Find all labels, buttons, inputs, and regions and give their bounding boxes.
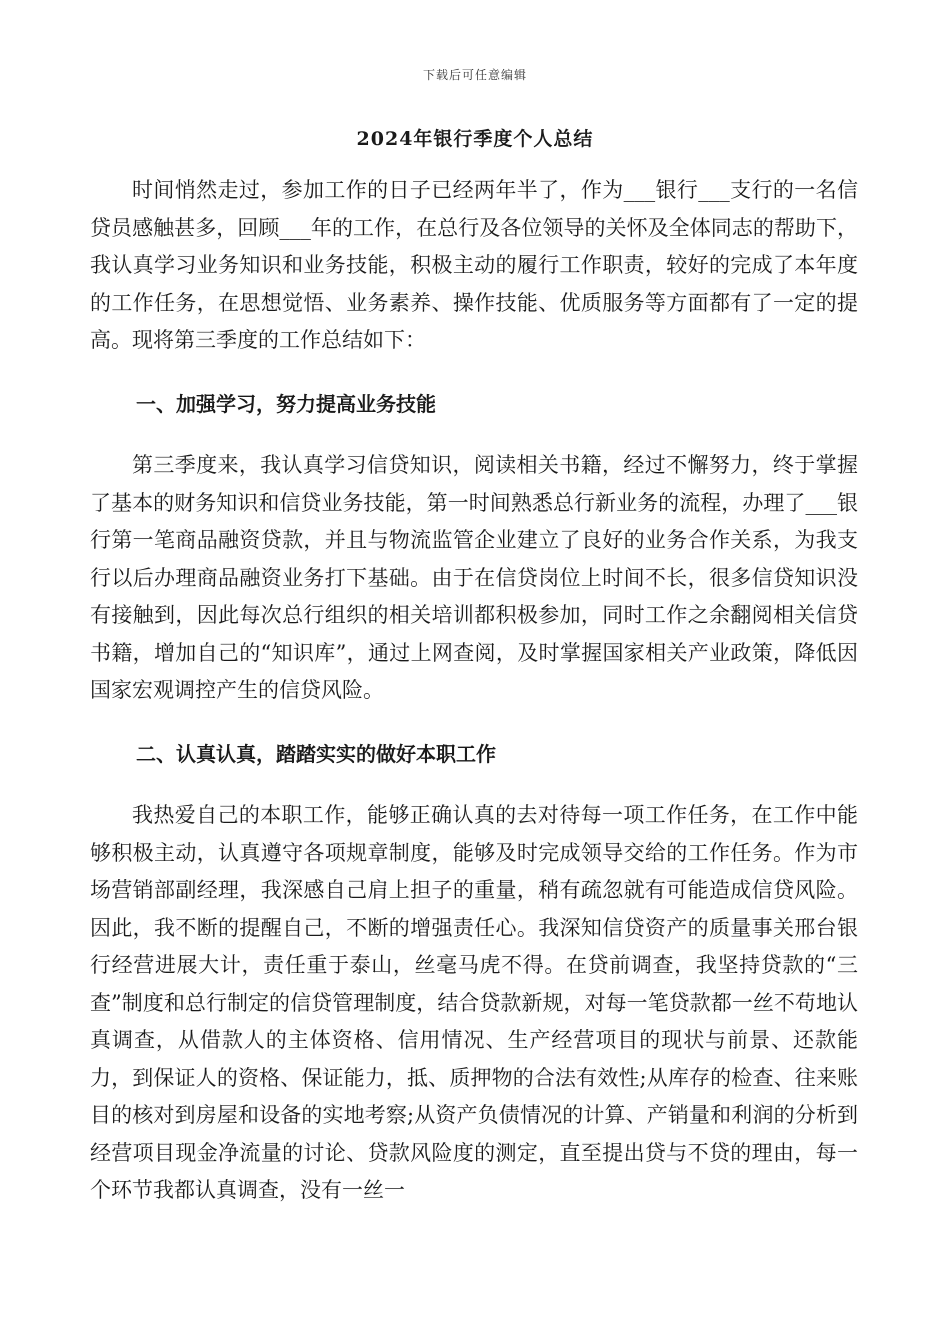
intro-paragraph: 时间悄然走过，参加工作的日子已经两年半了，作为___银行___支行的一名信贷员感触甚多，回顾___年的工作，在总行及各位领导的关怀及全体同志的帮助下，我认真学习业务知识和业务技能，积极主动的履行工作职责，较好的完成了本年度的工作任务，在思想觉悟、业务素养、操作技能、优质服务等方面都有了一定的提高。现将第三季度的工作总结如下： [90, 178, 858, 352]
section-heading-1: 一、加强学习，努力提高业务技能 [136, 391, 436, 416]
spacer [90, 773, 858, 797]
section-2-paragraph: 我热爱自己的本职工作，能够正确认真的去对待每一项工作任务，在工作中能够积极主动，认真遵守各项规章制度，能够及时完成领导交给的工作任务。作为市场营销部副经理，我深感自己肩上担子的重量，稍有疏忽就有可能造成信贷风险。因此，我不断的提醒自己，不断的增强责任心。我深知信贷资产的质量事关邢台银行经营进展大计，责任重于泰山，丝毫马虎不得。在贷前调查，我坚持贷款的“三查”制度和总行制定的信贷管理制度，结合贷款新规，对每一笔贷款都一丝不苟地认真调查，从借款人的主体资格、信用情况、生产经营项目的现状与前景、还款能力，到保证人的资格、保证能力，抵、质押物的合法有效性;从库存的检查、往来账目的核对到房屋和设备的实地考察;从资产负债情况的计算、产销量和利润的分析到经营项目现金净流量的讨论、贷款风险度的测定，直至提出贷与不贷的理由，每一个环节我都认真调查，没有一丝一 [90, 803, 858, 1202]
spacer [90, 710, 858, 736]
section-heading-2: 二、认真认真，踏踏实实的做好本职工作 [136, 741, 496, 766]
header-note: 下载后可任意编辑 [422, 68, 527, 82]
section-1-paragraph: 第三季度来，我认真学习信贷知识，阅读相关书籍，经过不懈努力，终于掌握了基本的财务知识和信贷业务技能，第一时间熟悉总行新业务的流程，办理了___银行第一笔商品融资贷款，并且与物流监管企业建立了良好的业务合作关系，为我支行以后办理商品融资业务打下基础。由于在信贷岗位上时间不长，很多信贷知识没有接触到，因此每次总行组织的相关培训都积极参加，同时工作之余翻阅相关信贷书籍，增加自己的“知识库”，通过上网查阅，及时掌握国家相关产业政策，降低因国家宏观调控产生的信贷风险。 [90, 453, 858, 702]
spacer [90, 360, 858, 386]
document-title: 2024年银行季度个人总结 [356, 128, 594, 150]
document-body [90, 172, 858, 1210]
spacer [90, 423, 858, 447]
